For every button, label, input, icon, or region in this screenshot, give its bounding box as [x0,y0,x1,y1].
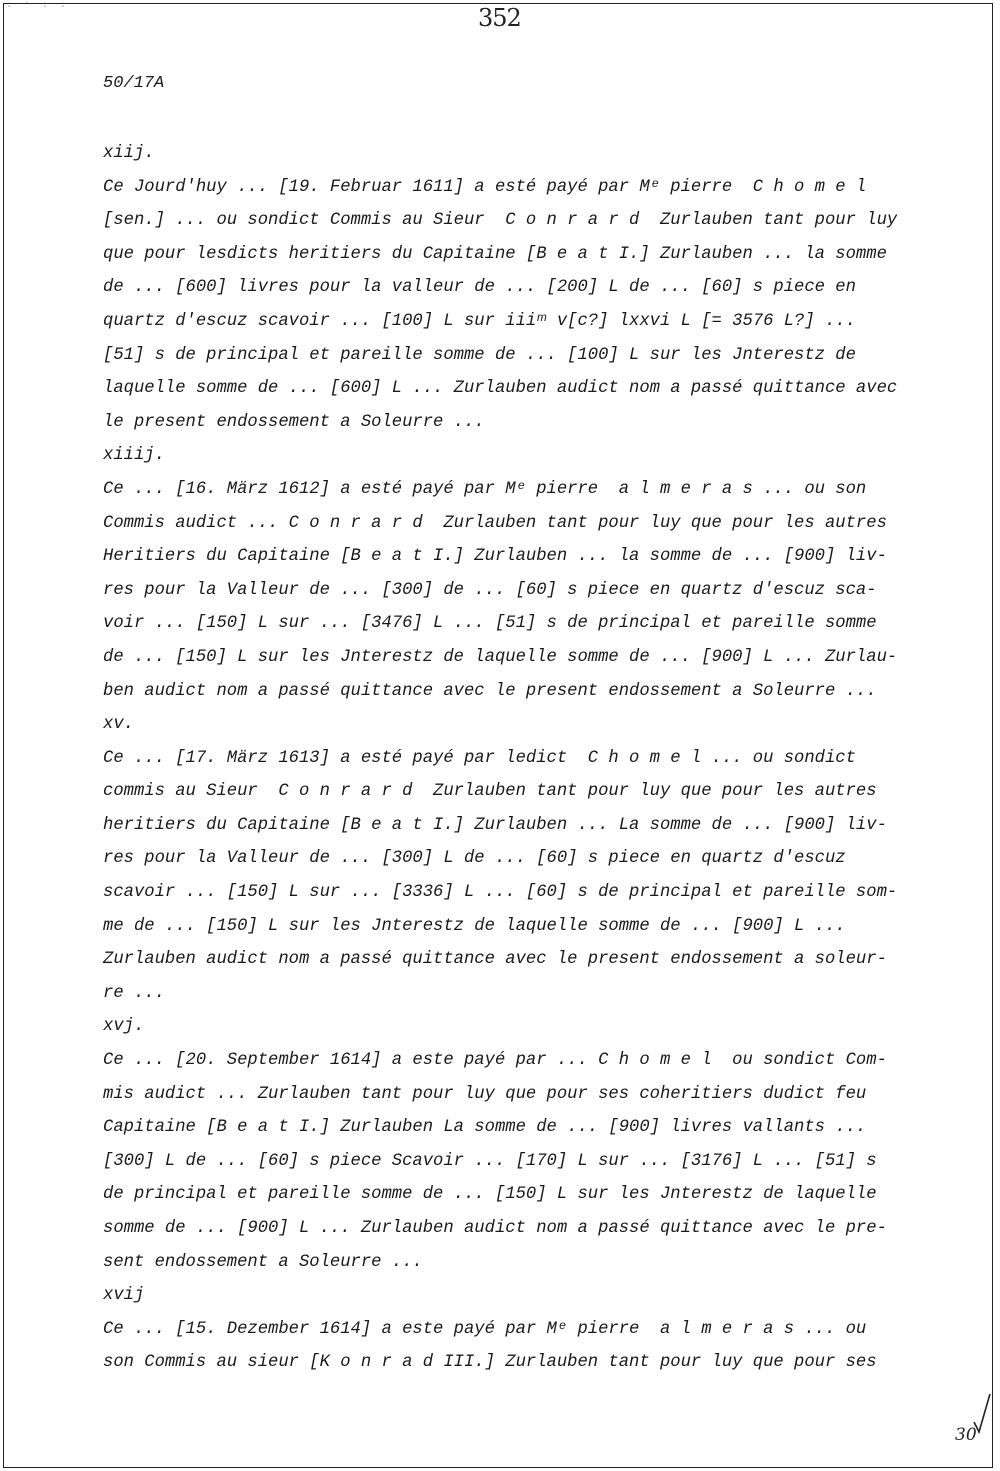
text-line: xiij. [103,144,155,163]
handwritten-page-number: 352 [478,4,521,32]
text-line: commis au Sieur C o n r a r d Zurlauben tant pour luy que pour les autres [103,782,877,802]
text-line: voir ... [150] L sur ... [3476] L ... [51] s de principal et pareille somme [103,614,877,634]
text-line: le present endossement a Soleurre ... [103,412,485,432]
text-line: Ce ... [20. September 1614] a este payé par ... C h o m e l ou sondict Com- [103,1051,887,1071]
text-line: Capitaine [B e a t I.] Zurlauben La somme de ... [900] livres vallants ... [103,1118,867,1138]
text-line: xv. [103,715,134,735]
text-line: xiiij. [103,446,165,466]
text-line: Commis audict ... C o n r a r d Zurlauben tant pour luy que pour les autres [103,513,887,533]
text-line: sent endossement a Soleurre ... [103,1252,423,1272]
text-line: de ... [600] livres pour la valleur de ... [200] L de ... [60] s piece en [103,278,856,298]
text-line: me de ... [150] L sur les Jnterestz de laquelle somme de ... [900] L ... [103,916,846,936]
text-line: xvj. [103,1017,145,1037]
text-line: Ce Jourd'huy ... [19. Februar 1611] a esté payé par Mᵉ pierre C h o m e l [103,177,867,197]
text-line: heritiers du Capitaine [B e a t I.] Zurlauben ... La somme de ... [900] liv- [103,815,887,835]
text-line: son Commis au sieur [K o n r a d III.] Zurlauben tant pour luy que pour ses [103,1353,877,1373]
text-line: Heritiers du Capitaine [B e a t I.] Zurlauben ... la somme de ... [900] liv- [103,547,887,567]
text-line: que pour lesdicts heritiers du Capitaine [B e a t I.] Zurlauben ... la somme [103,244,887,264]
text-line: [300] L de ... [60] s piece Scavoir ... [170] L sur ... [3176] L ... [51] s [103,1151,877,1171]
text-line: [51] s de principal et pareille somme de ... [100] L sur les Jnterestz de [103,345,856,365]
text-line: [sen.] ... ou sondict Commis au Sieur C o n r a r d Zurlauben tant pour luy [103,211,898,231]
text-line: somme de ... [900] L ... Zurlauben audict nom a passé quittance avec le pre- [103,1219,887,1238]
text-line: Ce ... [15. Dezember 1614] a este payé par Mᵉ pierre a l m e r a s ... ou [103,1319,867,1339]
transcription-text [103,137,933,1380]
text-line: ben audict nom a passé quittance avec le present endossement a Soleurre ... [103,681,877,701]
scan-marks: · ˙ · · [6,2,70,13]
handwritten-corner-note: 30 [955,1425,977,1445]
text-line: Ce ... [17. März 1613] a esté payé par ledict C h o m e l ... ou sondict [103,748,856,768]
text-line: res pour la Valleur de ... [300] de ... [60] s piece en quartz d'escuz sca- [103,580,877,600]
text-line: quartz d'escuz scavoir ... [100] L sur iiiᵐ v[c?] lxxvi L [= 3576 L?] ... [103,311,856,331]
text-line: res pour la Valleur de ... [300] L de ... [60] s piece en quartz d'escuz [103,849,846,869]
text-line: Ce ... [16. März 1612] a esté payé par Mᵉ pierre a l m e r a s ... ou son [103,479,867,499]
text-line: de ... [150] L sur les Jnterestz de laquelle somme de ... [900] L ... Zurlau- [103,647,898,667]
text-line: Zurlauben audict nom a passé quittance avec le present endossement a soleur- [103,950,887,970]
text-line: de principal et pareille somme de ... [150] L sur les Jnterestz de laquelle [103,1185,877,1205]
text-line: scavoir ... [150] L sur ... [3336] L ... [60] s de principal et pareille som- [103,883,898,903]
text-line: re ... [103,983,165,1003]
text-line: mis audict ... Zurlauben tant pour luy que pour ses coheritiers dudict feu [103,1084,867,1104]
document-reference: 50/17A [103,74,165,93]
text-line: laquelle somme de ... [600] L ... Zurlauben audict nom a passé quittance avec [103,379,898,399]
text-line: xvij [103,1286,145,1306]
